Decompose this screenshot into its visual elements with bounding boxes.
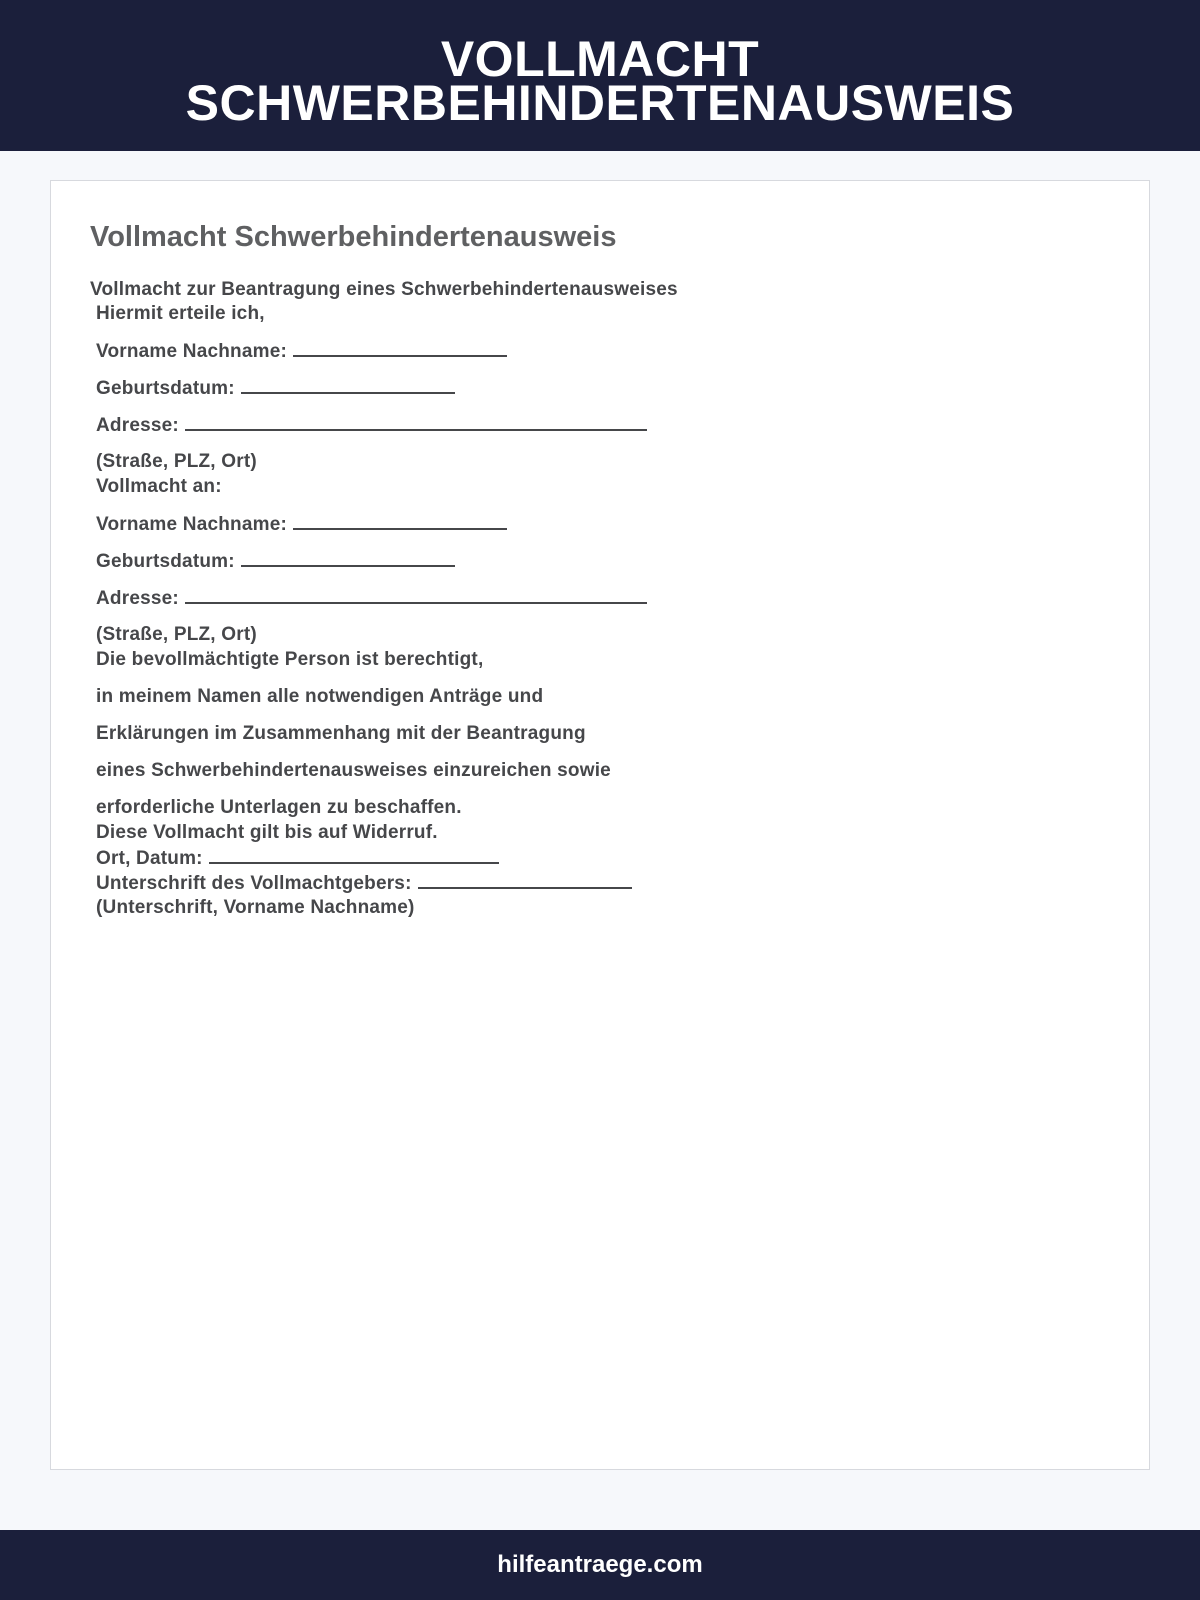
grantor-name-label: Vorname Nachname:: [96, 341, 287, 362]
grantee-intro: Vollmacht an:: [96, 476, 222, 497]
grantee-name-row: [96, 512, 507, 537]
grantee-birthdate-field[interactable]: [241, 549, 455, 567]
authority-line: in meinem Namen alle notwendigen Anträge und: [96, 686, 544, 707]
authority-line: erforderliche Unterlagen zu beschaffen.: [96, 797, 462, 818]
grantee-name-field[interactable]: [293, 512, 507, 530]
page-title-line-1: VOLLMACHT: [440, 31, 760, 87]
grantee-address-hint: (Straße, PLZ, Ort): [96, 624, 257, 645]
grantor-birthdate-field[interactable]: [241, 376, 455, 394]
grantee-name-label: Vorname Nachname:: [96, 514, 287, 535]
place-date-label: Ort, Datum:: [96, 848, 203, 869]
place-date-field[interactable]: [209, 846, 499, 864]
intro-text: Hiermit erteile ich,: [96, 303, 265, 324]
signature-row: [96, 871, 632, 896]
footer-site-link[interactable]: hilfeantraege.com: [497, 1551, 703, 1578]
grantee-address-row: [96, 586, 647, 611]
authority-line: Erklärungen im Zusammenhang mit der Beantragung: [96, 723, 586, 744]
place-date-row: [96, 846, 499, 871]
validity-text: Diese Vollmacht gilt bis auf Widerruf.: [96, 822, 438, 843]
grantor-name-row: [96, 339, 507, 364]
grantor-address-row: [96, 413, 647, 438]
grantor-address-field[interactable]: [185, 413, 647, 431]
page-title-line-2: SCHWERBEHINDERTENAUSWEIS: [185, 75, 1015, 131]
grantee-address-label: Adresse:: [96, 588, 179, 609]
document-heading: Vollmacht Schwerbehindertenausweis: [90, 221, 617, 253]
grantor-birthdate-row: [96, 376, 455, 401]
footer-banner: [0, 1530, 1200, 1600]
grantor-name-field[interactable]: [293, 339, 507, 357]
grantor-birthdate-label: Geburtsdatum:: [96, 378, 235, 399]
authority-line: eines Schwerbehindertenausweises einzureichen sowie: [96, 760, 611, 781]
grantor-address-label: Adresse:: [96, 415, 179, 436]
document-subtitle: Vollmacht zur Beantragung eines Schwerbehindertenausweises: [90, 279, 678, 300]
grantee-birthdate-label: Geburtsdatum:: [96, 551, 235, 572]
title-banner: [0, 0, 1200, 151]
grantee-birthdate-row: [96, 549, 455, 574]
authority-line: Die bevollmächtigte Person ist berechtigt,: [96, 649, 484, 670]
grantor-address-hint: (Straße, PLZ, Ort): [96, 451, 257, 472]
signature-field[interactable]: [418, 871, 632, 889]
grantee-address-field[interactable]: [185, 586, 647, 604]
document-card: [50, 180, 1150, 1470]
signature-label: Unterschrift des Vollmachtgebers:: [96, 873, 412, 894]
signature-hint: (Unterschrift, Vorname Nachname): [96, 897, 415, 918]
